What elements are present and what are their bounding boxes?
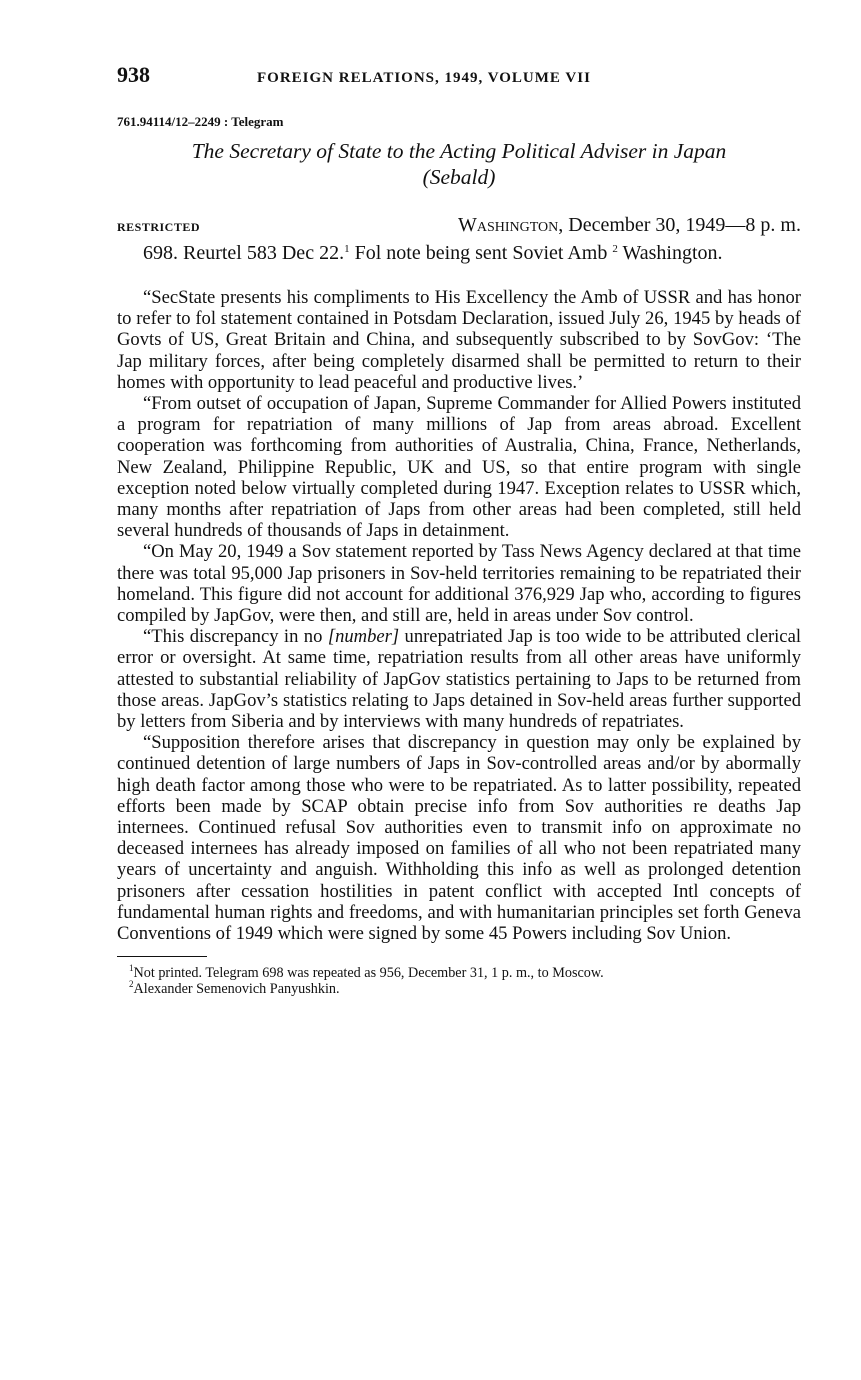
footnote-1-text: Not printed. Telegram 698 was repeated as 956, December 31, 1 p. m., to Moscow. [133, 965, 604, 982]
opening-paragraph [117, 242, 801, 265]
footnote-2 [117, 981, 801, 997]
opening-text-2: Fol note being sent Soviet Amb [349, 242, 613, 264]
footnote-divider [117, 956, 207, 957]
body-paragraph-5: “Supposition therefore arises that discrepancy in question may only be explained by continued detention of large numbers of Japs in Sov-controlled areas and/or by abormally high death factor among those who were to be repatriated. As to latter possibility, repeated efforts been made by SCAP obtain precise info from Sov authorities re deaths Jap internees. Continued refusal Sov authorities even to transmit info on approximate no deceased internees has already imposed on families of all who not been repatriated many years of uncertainty and anguish. Withholding this info as well as prolonged detention prisoners after cessation hostilities in patent conflict with accepted Intl concepts of fundamental human rights and freedoms, and with humanitarian principles set forth Geneva Conventions of 1949 which were signed by some 45 Powers including Sov Union. [117, 732, 801, 945]
heading-line-2: (Sebald) [422, 165, 496, 189]
document-heading [117, 138, 801, 190]
page-number: 938 [117, 62, 150, 87]
footnote-2-mark: 2 [129, 979, 134, 990]
footnote-1 [117, 965, 801, 981]
dateline [117, 212, 801, 240]
body-paragraph-4-start: “This discrepancy in no [143, 626, 328, 648]
classification-label: RESTRICTED [117, 220, 201, 234]
footnote-2-text: Alexander Semenovich Panyushkin. [133, 981, 340, 998]
heading-line-1: The Secretary of State to the Acting Political Adviser in Japan [191, 139, 727, 163]
date-time: , December 30, 1949—8 p. m. [558, 214, 801, 236]
footnote-ref-2: 2 [612, 243, 618, 255]
body-paragraph-3: “On May 20, 1949 a Sov statement reported by Tass News Agency declared at that time there was total 95,000 Jap prisoners in Sov-held territories remaining to be repatriated their homeland. This figure did not account for additional 376,929 Jap who, according to figures compiled by JapGov, were then, and still are, held in areas under Sov control. [117, 541, 801, 627]
place-date [458, 212, 801, 238]
running-head [117, 62, 801, 96]
document-page [117, 62, 801, 997]
footnote-ref-1: 1 [344, 243, 350, 255]
opening-text-3: Washington. [617, 242, 723, 264]
body-paragraph-4 [117, 626, 801, 732]
body-paragraph-2: “From outset of occupation of Japan, Supreme Commander for Allied Powers instituted a program for repatriation of many millions of Jap from areas abroad. Excellent cooperation was forthcoming from authorities of Australia, China, France, Netherlands, New Zealand, Philippine Republic, UK and US, so that entire program with single exception noted below virtually completed during 1947. Exception relates to USSR which, many months after repatriation of Japs from other areas had been completed, still held several hundreds of thousands of Japs in detainment. [117, 393, 801, 542]
place: Washington [457, 214, 559, 236]
opening-text-1: 698. Reurtel 583 Dec 22. [143, 242, 345, 264]
footnote-1-mark: 1 [129, 963, 134, 974]
journal-title: FOREIGN RELATIONS, 1949, VOLUME VII [257, 70, 591, 86]
body-paragraph-4-end: unrepatriated Jap is too wide to be attributed clerical error or oversight. At same time, repatriation results from all other areas have uniformly attested to substantial reliability of JapGov statistics pertaining to Japs to be returned from those areas. JapGov’s statistics relating to Japs detained in Sov-held areas further supported by letters from Siberia and by interviews with many hundreds of repatriates. [117, 626, 801, 733]
body-paragraph-1: “SecState presents his compliments to His Excellency the Amb of USSR and has honor to refer to fol statement contained in Potsdam Declaration, issued July 26, 1945 by heads of Govts of US, Great Britain and China, and subsequently subscribed to by SovGov: ‘The Jap military forces, after being completely disarmed shall be permitted to return to their homes with opportunity to lead peaceful and productive lives.’ [117, 287, 801, 393]
editorial-insertion: [number] [327, 626, 400, 648]
document-id: 761.94114/12–2249 : Telegram [117, 114, 284, 129]
